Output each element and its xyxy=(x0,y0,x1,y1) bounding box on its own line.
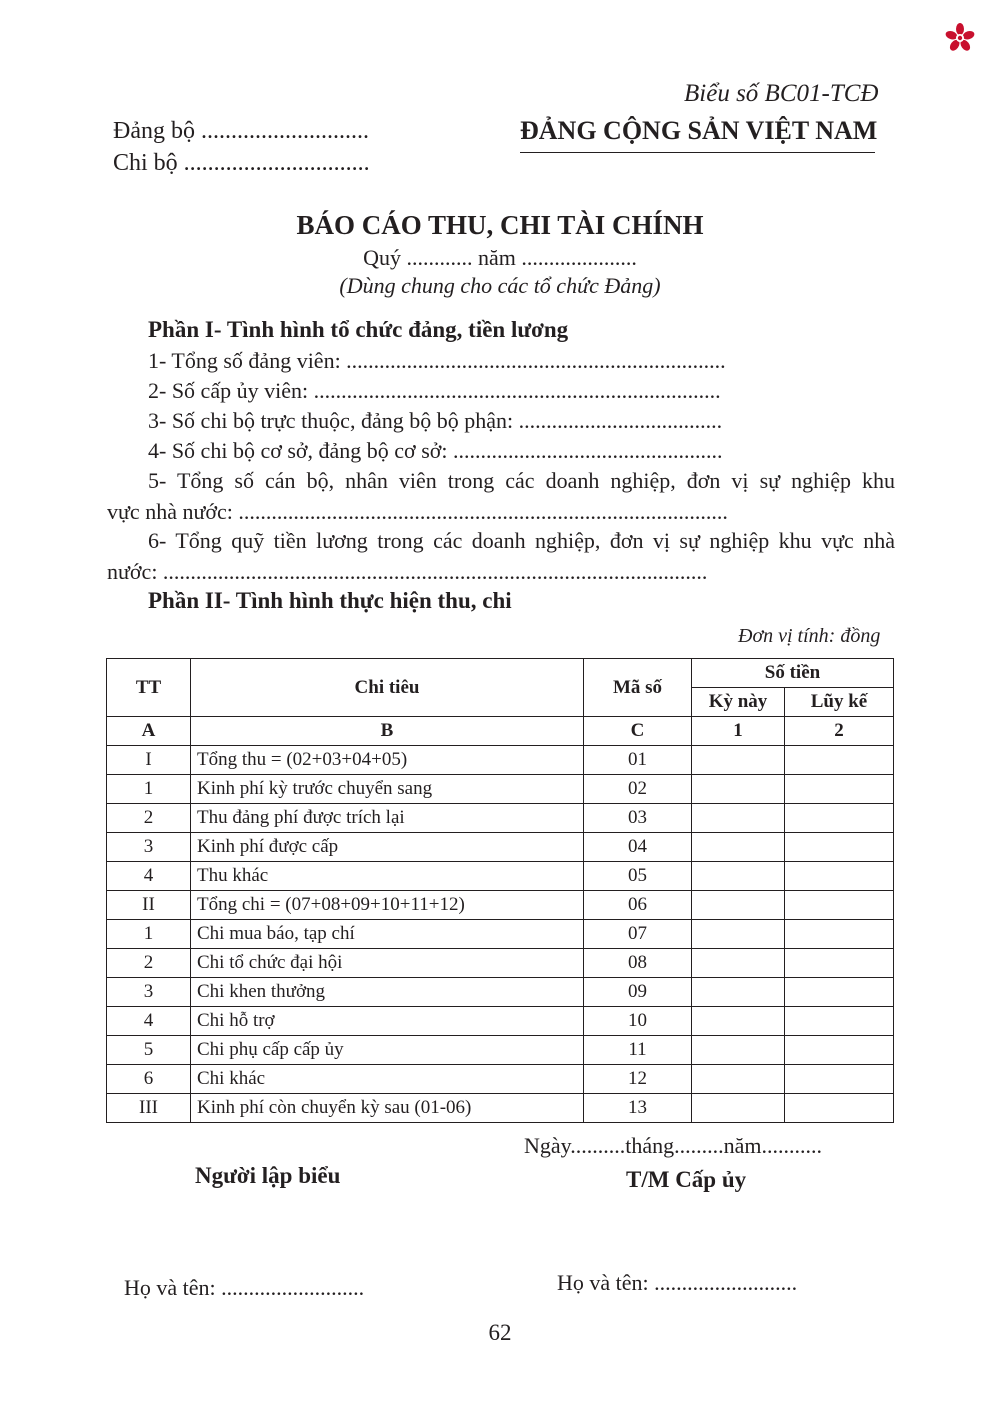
preparer-label: Người lập biểu xyxy=(195,1163,341,1188)
row-tt: 3 xyxy=(107,833,191,862)
part2-heading: Phần II- Tình hình thực hiện thu, chi xyxy=(148,588,512,613)
table-row xyxy=(107,775,894,804)
table-row xyxy=(107,891,894,920)
page-number: 62 xyxy=(488,1320,512,1345)
part1-item-1: 1- Tổng số đảng viên: ..................................................................... xyxy=(148,348,726,373)
row-code: 02 xyxy=(584,775,692,804)
table-row xyxy=(107,949,894,978)
row-code: 11 xyxy=(584,1036,692,1065)
header-code: Mã số xyxy=(584,659,692,717)
row-code: 10 xyxy=(584,1007,692,1036)
row-label: Chi khác xyxy=(191,1065,584,1094)
table-row xyxy=(107,1094,894,1123)
header-tt: TT xyxy=(107,659,191,717)
row-this-period[interactable] xyxy=(692,1007,785,1036)
row-cumulative[interactable] xyxy=(785,804,894,833)
row-tt: 1 xyxy=(107,920,191,949)
row-tt: 1 xyxy=(107,775,191,804)
table-header-row xyxy=(107,659,894,688)
lotus-flower-icon xyxy=(944,22,976,54)
letter-1: 1 xyxy=(692,717,785,746)
row-tt: 5 xyxy=(107,1036,191,1065)
row-label: Tổng chi = (07+08+09+10+11+12) xyxy=(191,891,584,920)
party-committee-field: Đảng bộ ............................ xyxy=(113,118,369,144)
committee-label: T/M Cấp ủy xyxy=(626,1167,747,1192)
form-code: Biểu số BC01-TCĐ xyxy=(684,80,879,107)
part1-item-5-line1: 5- Tổng số cán bộ, nhân viên trong các doanh nghiệp, đơn vị sự nghiệp khu xyxy=(148,468,895,493)
table-row xyxy=(107,978,894,1007)
header-indicator: Chi tiêu xyxy=(191,659,584,717)
part1-item-4: 4- Số chi bộ cơ sở, đảng bộ cơ sở: ................................................. xyxy=(148,438,723,463)
row-code: 06 xyxy=(584,891,692,920)
row-tt: 4 xyxy=(107,1007,191,1036)
row-code: 09 xyxy=(584,978,692,1007)
row-cumulative[interactable] xyxy=(785,775,894,804)
header-this-period: Kỳ này xyxy=(692,688,785,717)
row-this-period[interactable] xyxy=(692,1094,785,1123)
letter-a: A xyxy=(107,717,191,746)
row-this-period[interactable] xyxy=(692,862,785,891)
row-cumulative[interactable] xyxy=(785,920,894,949)
row-label: Kinh phí được cấp xyxy=(191,833,584,862)
row-tt: II xyxy=(107,891,191,920)
row-this-period[interactable] xyxy=(692,1036,785,1065)
row-cumulative[interactable] xyxy=(785,1007,894,1036)
row-cumulative[interactable] xyxy=(785,1065,894,1094)
row-this-period[interactable] xyxy=(692,949,785,978)
row-tt: 6 xyxy=(107,1065,191,1094)
row-cumulative[interactable] xyxy=(785,978,894,1007)
row-this-period[interactable] xyxy=(692,775,785,804)
table-row xyxy=(107,804,894,833)
row-label: Kinh phí kỳ trước chuyển sang xyxy=(191,775,584,804)
row-code: 01 xyxy=(584,746,692,775)
party-name-underline xyxy=(520,152,875,153)
row-this-period[interactable] xyxy=(692,746,785,775)
row-cumulative[interactable] xyxy=(785,1036,894,1065)
part1-item-6-line1: 6- Tổng quỹ tiền lương trong các doanh nghiệp, đơn vị sự nghiệp khu vực nhà xyxy=(148,528,895,553)
report-note: (Dùng chung cho các tổ chức Đảng) xyxy=(339,273,661,298)
row-tt: III xyxy=(107,1094,191,1123)
row-cumulative[interactable] xyxy=(785,891,894,920)
report-quarter: Quý ............ năm ..................... xyxy=(363,245,637,270)
date-line: Ngày..........tháng.........năm........... xyxy=(524,1133,822,1158)
row-label: Kinh phí còn chuyển kỳ sau (01-06) xyxy=(191,1094,584,1123)
table-row xyxy=(107,920,894,949)
row-label: Chi mua báo, tạp chí xyxy=(191,920,584,949)
row-tt: 4 xyxy=(107,862,191,891)
row-code: 07 xyxy=(584,920,692,949)
part1-item-2: 2- Số cấp ủy viên: .......................................................................... xyxy=(148,378,721,403)
row-cumulative[interactable] xyxy=(785,862,894,891)
row-label: Chi hỗ trợ xyxy=(191,1007,584,1036)
row-cumulative[interactable] xyxy=(785,1094,894,1123)
part1-item-6-line2: nước: ................................................................................................... xyxy=(107,559,708,584)
row-tt: 3 xyxy=(107,978,191,1007)
row-tt: I xyxy=(107,746,191,775)
letter-c: C xyxy=(584,717,692,746)
row-label: Chi phụ cấp cấp ủy xyxy=(191,1036,584,1065)
row-label: Chi khen thưởng xyxy=(191,978,584,1007)
row-code: 04 xyxy=(584,833,692,862)
row-cumulative[interactable] xyxy=(785,833,894,862)
table-row xyxy=(107,746,894,775)
part1-heading: Phần I- Tình hình tổ chức đảng, tiền lương xyxy=(148,317,569,342)
row-code: 12 xyxy=(584,1065,692,1094)
table-row xyxy=(107,1065,894,1094)
row-this-period[interactable] xyxy=(692,891,785,920)
row-tt: 2 xyxy=(107,949,191,978)
part1-item-5-line2: vực nhà nước: ......................................................................................... xyxy=(107,499,728,524)
table-row xyxy=(107,1036,894,1065)
row-code: 08 xyxy=(584,949,692,978)
table-row xyxy=(107,833,894,862)
finance-table xyxy=(106,658,894,1123)
row-this-period[interactable] xyxy=(692,1065,785,1094)
preparer-name-field: Họ và tên: .......................... xyxy=(124,1275,365,1300)
header-cumulative: Lũy kế xyxy=(785,688,894,717)
row-tt: 2 xyxy=(107,804,191,833)
table-row xyxy=(107,1007,894,1036)
committee-name-field: Họ và tên: .......................... xyxy=(557,1270,798,1295)
row-this-period[interactable] xyxy=(692,804,785,833)
row-code: 05 xyxy=(584,862,692,891)
row-cumulative[interactable] xyxy=(785,949,894,978)
row-cumulative[interactable] xyxy=(785,746,894,775)
row-label: Chi tổ chức đại hội xyxy=(191,949,584,978)
part1-item-3: 3- Số chi bộ trực thuộc, đảng bộ bộ phận: ..................................... xyxy=(148,408,723,433)
row-code: 03 xyxy=(584,804,692,833)
row-this-period[interactable] xyxy=(692,920,785,949)
unit-label: Đơn vị tính: đồng xyxy=(738,625,881,647)
letter-b: B xyxy=(191,717,584,746)
party-cell-field: Chi bộ ............................... xyxy=(113,150,370,176)
table-letter-row xyxy=(107,717,894,746)
row-label: Thu đảng phí được trích lại xyxy=(191,804,584,833)
letter-2: 2 xyxy=(785,717,894,746)
row-label: Tổng thu = (02+03+04+05) xyxy=(191,746,584,775)
row-this-period[interactable] xyxy=(692,833,785,862)
row-this-period[interactable] xyxy=(692,978,785,1007)
row-code: 13 xyxy=(584,1094,692,1123)
header-amount: Số tiền xyxy=(692,659,894,688)
table-row xyxy=(107,862,894,891)
party-name: ĐẢNG CỘNG SẢN VIỆT NAM xyxy=(520,116,878,145)
row-label: Thu khác xyxy=(191,862,584,891)
report-title: BÁO CÁO THU, CHI TÀI CHÍNH xyxy=(296,210,704,240)
